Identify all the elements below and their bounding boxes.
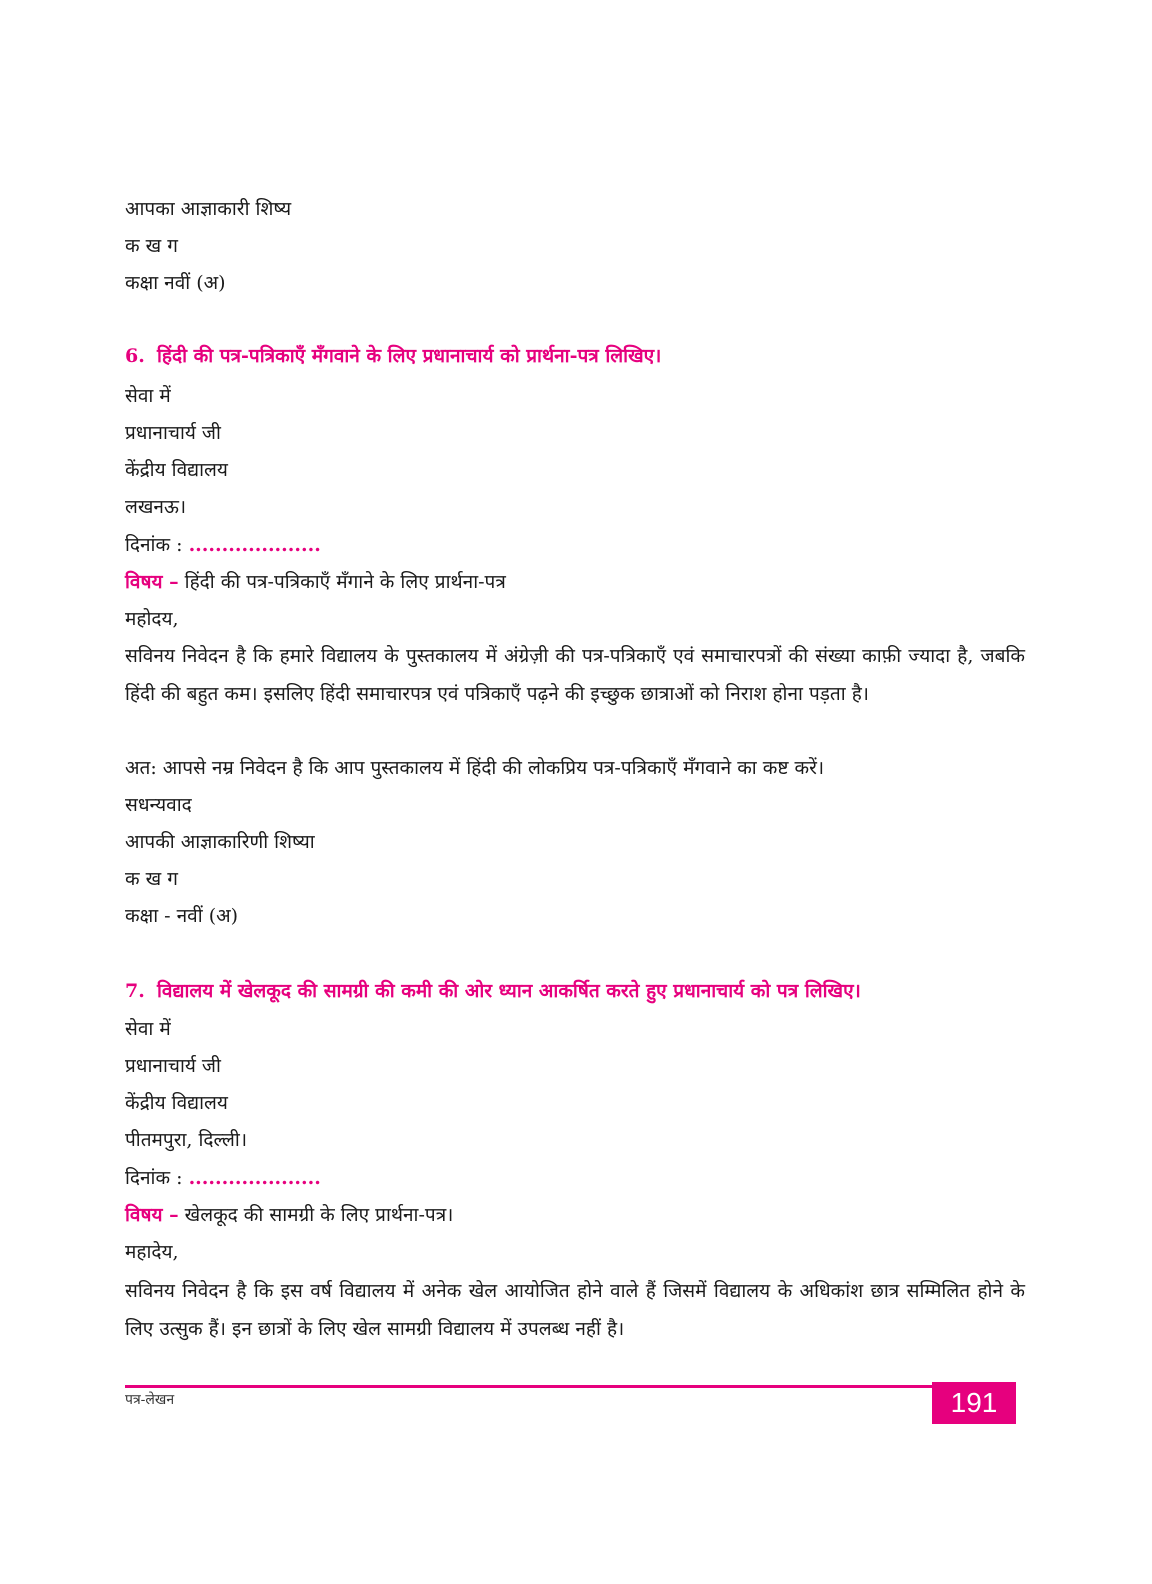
q6-name: क ख ग — [125, 868, 178, 890]
question-6-title: हिंदी की पत्र-पत्रिकाएँ मँगवाने के लिए प्रधानाचार्य को प्रार्थना-पत्र लिखिए। — [157, 345, 662, 367]
question-7-heading — [125, 978, 1025, 1004]
q6-city: लखनऊ। — [125, 496, 187, 518]
q7-school: केंद्रीय विद्यालय — [125, 1092, 228, 1114]
prev-letter-closing: आपका आज्ञाकारी शिष्य — [125, 198, 292, 220]
q6-subject-label: विषय – — [125, 571, 179, 593]
q7-subject-label: विषय – — [125, 1204, 179, 1226]
question-7-title: विद्यालय में खेलकूद की सामग्री की कमी की ओर ध्यान आकर्षित करते हुए प्रधानाचार्य को पत्र लिखिए। — [157, 980, 861, 1002]
q6-class: कक्षा - नवीं (अ) — [125, 905, 239, 927]
q7-date-label: दिनांक : — [125, 1167, 183, 1189]
q7-subject — [125, 1203, 1025, 1227]
q7-date-dots: .................... — [188, 1167, 321, 1189]
question-7-number: 7. — [125, 980, 145, 1002]
q6-subject — [125, 570, 1025, 594]
q6-date-dots: .................... — [188, 534, 321, 556]
q7-subject-text: खेलकूद की सामग्री के लिए प्रार्थना-पत्र। — [184, 1204, 454, 1226]
q7-date — [125, 1166, 1025, 1190]
q6-subject-text: हिंदी की पत्र-पत्रिकाएँ मँगाने के लिए प्रार्थना-पत्र — [184, 571, 506, 593]
footer-divider — [125, 1385, 932, 1388]
q6-date — [125, 533, 1025, 557]
question-6-number: 6. — [125, 345, 145, 367]
q7-recipient: प्रधानाचार्य जी — [125, 1055, 221, 1077]
q6-thanks: सधन्यवाद — [125, 794, 192, 816]
q6-body: सविनय निवेदन है कि हमारे विद्यालय के पुस्तकालय में अंग्रेज़ी की पत्र-पत्रिकाएँ एवं समाचारपत्रों की संख्या काफ़ी ज्यादा है, जबकि हिंदी की बहुत कम। इसलिए हिंदी समाचारपत्र एवं पत्रिकाएँ पढ़ने की इच्छुक छात्राओं को निराश होना पड़ता है। — [125, 645, 1025, 705]
q7-to: सेवा में — [125, 1018, 171, 1040]
q7-salutation: महादेय, — [125, 1241, 179, 1263]
q7-city: पीतमपुरा, दिल्ली। — [125, 1129, 248, 1151]
q6-request: अत: आपसे नम्र निवेदन है कि आप पुस्तकालय में हिंदी की लोकप्रिय पत्र-पत्रिकाएँ मँगवाने का कष्ट करें। — [125, 757, 825, 779]
prev-letter-name: क ख ग — [125, 235, 178, 257]
q6-school: केंद्रीय विद्यालय — [125, 459, 228, 481]
question-6-heading — [125, 343, 1025, 369]
q6-salutation: महोदय, — [125, 608, 179, 630]
q7-body: सविनय निवेदन है कि इस वर्ष विद्यालय में अनेक खेल आयोजित होने वाले हैं जिसमें विद्यालय के अधिकांश छात्र सम्मिलित होने के लिए उत्सुक हैं। इन छात्रों के लिए खेल सामग्री विद्यालय में उपलब्ध नहीं है। — [125, 1280, 1025, 1340]
prev-letter-class: कक्षा नवीं (अ) — [125, 272, 226, 294]
page-number: 191 — [932, 1382, 1016, 1424]
q6-date-label: दिनांक : — [125, 534, 183, 556]
q6-closing: आपकी आज्ञाकारिणी शिष्या — [125, 831, 315, 853]
q6-recipient: प्रधानाचार्य जी — [125, 422, 221, 444]
q6-to: सेवा में — [125, 385, 171, 407]
footer-chapter: पत्र-लेखन — [125, 1392, 175, 1408]
